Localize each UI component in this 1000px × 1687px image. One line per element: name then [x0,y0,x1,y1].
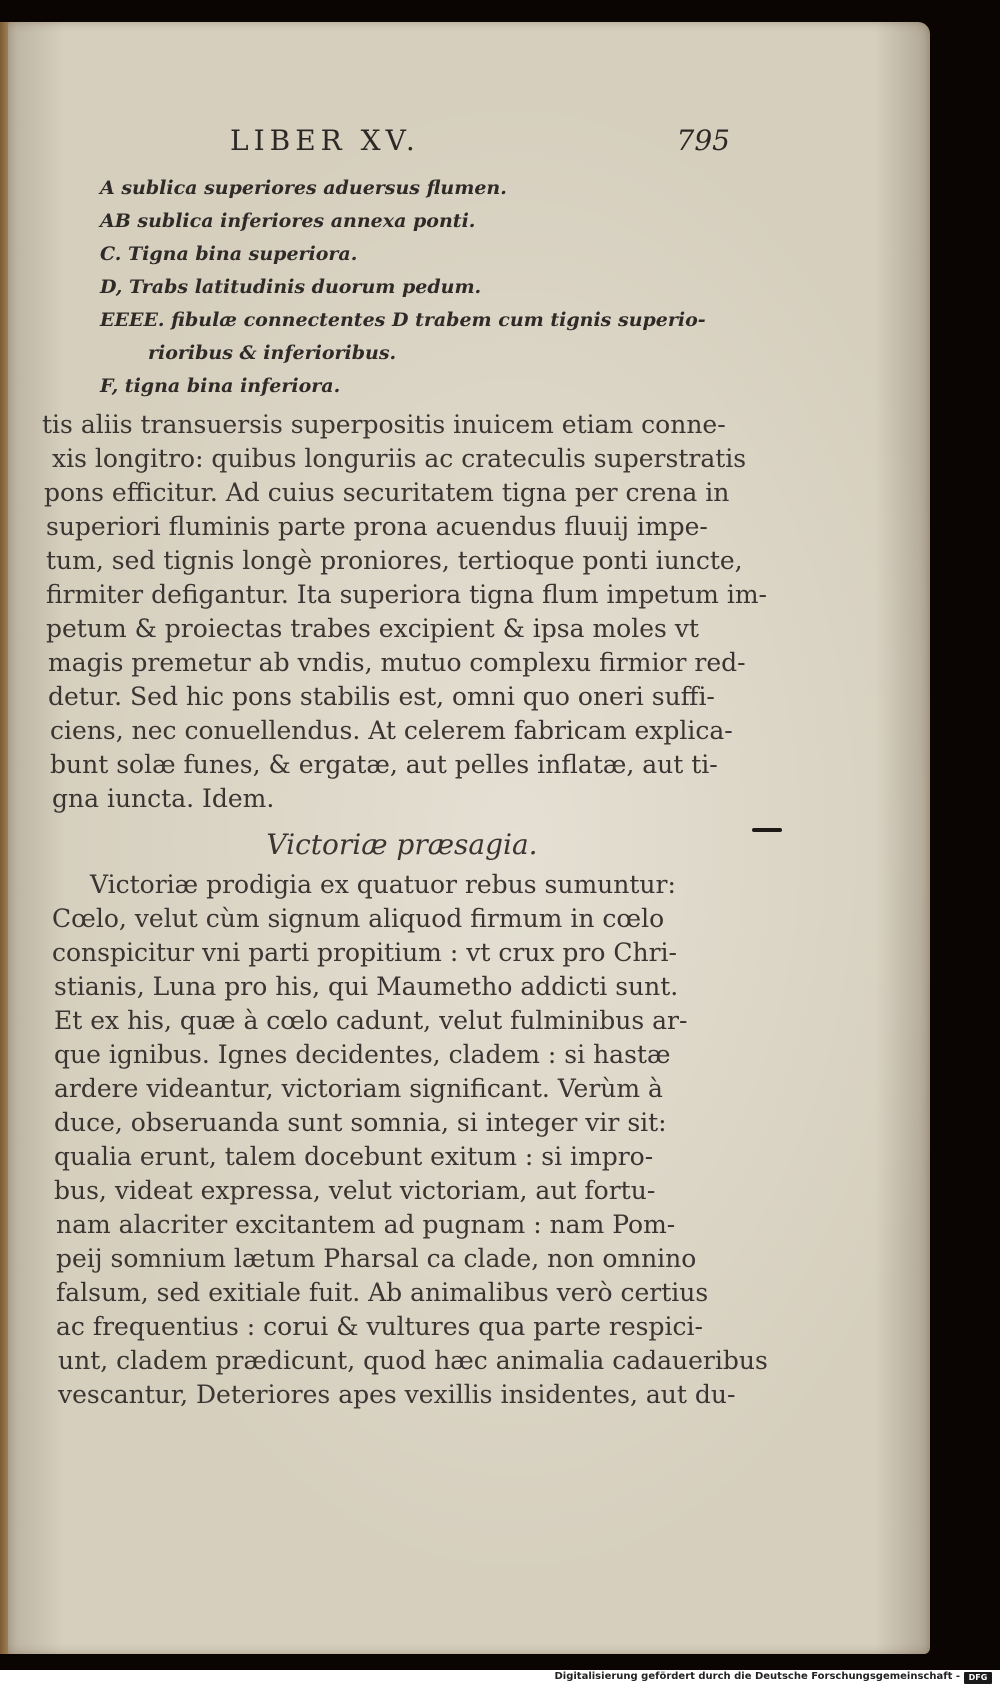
dfg-logo-icon: DFG [964,1672,992,1684]
text-line: firmiter defigantur. Ita superiora tigna flum impetum im- [46,580,767,609]
running-title: LIBER XV. [230,124,420,157]
text-line: stianis, Luna pro his, qui Maumetho addicti sunt. [54,972,679,1001]
text-line: bunt solæ funes, & ergatæ, aut pelles inflatæ, aut ti- [50,750,718,779]
margin-pointer-mark [752,828,782,832]
text-line: unt, cladem prædicunt, quod hæc animalia cadaueribus [58,1346,768,1375]
legend-line: EEEE. fibulæ connectentes D trabem cum tignis superio- [100,309,706,331]
text-line: detur. Sed hic pons stabilis est, omni quo oneri suffi- [48,682,715,711]
paragraph-victoria [42,868,768,1412]
text-line: qualia erunt, talem docebunt exitum : si impro- [54,1142,654,1171]
text-line: falsum, sed exitiale fuit. Ab animalibus verò certius [56,1278,709,1307]
text-line: vescantur, Deteriores apes vexillis insidentes, aut du- [58,1380,736,1409]
text-line: ac frequentius : corui & vultures qua parte respici- [56,1312,703,1341]
text-line: gna iuncta. Idem. [52,784,275,813]
legend-line: F, tigna bina inferiora. [100,375,341,397]
text-line: nam alacriter excitantem ad pugnam : nam Pom- [56,1210,676,1239]
text-line: Cœlo, velut cùm signum aliquod firmum in cœlo [52,904,665,933]
text-line: bus, videat expressa, velut victoriam, aut fortu- [54,1176,656,1205]
text-line: magis premetur ab vndis, mutuo complexu firmior red- [48,648,746,677]
legend-line: AB sublica inferiores annexa ponti. [100,210,476,232]
page-number: 795 [676,124,730,157]
text-line: Et ex his, quæ à cœlo cadunt, velut fulminibus ar- [54,1006,688,1035]
text-line: duce, obseruanda sunt somnia, si integer vir sit: [54,1108,667,1137]
text-line: superiori fluminis parte prona acuendus fluuij impe- [46,512,708,541]
paragraph-bridge [42,408,767,816]
legend-line: D, Trabs latitudinis duorum pedum. [100,276,482,298]
text-line: ciens, nec conuellendus. At celerem fabricam explica- [50,716,733,745]
legend-line: C. Tigna bina superiora. [100,243,358,265]
running-head [230,120,750,160]
text-line: ardere videantur, victoriam significant. Verùm à [54,1074,663,1103]
text-line: Victoriæ prodigia ex quatuor rebus sumuntur: [90,870,676,899]
text-line: xis longitro: quibus longuriis ac crateculis superstratis [52,444,747,473]
text-line: peij somnium lætum Pharsal ca clade, non omnino [56,1244,697,1273]
legend-line: A sublica superiores aduersus flumen. [100,177,507,199]
figure-legend [100,172,760,403]
funding-credit: Digitalisierung gefördert durch die Deutsche Forschungsgemeinschaft - [554,1671,960,1682]
text-line: conspicitur vni parti propitium : vt crux pro Chri- [52,938,677,967]
text-line: petum & proiectas trabes excipient & ipsa moles vt [46,614,699,643]
section-heading: Victoriæ præsagia. [266,828,538,861]
text-line: que ignibus. Ignes decidentes, cladem : si hastæ [54,1040,671,1069]
legend-line: rioribus & inferioribus. [148,342,397,364]
text-line: tum, sed tignis longè proniores, tertioque ponti iuncte, [46,546,743,575]
body-text [42,408,768,1409]
text-line: tis aliis transuersis superpositis inuicem etiam conne- [42,410,726,439]
text-line: pons efficitur. Ad cuius securitatem tigna per crena in [44,478,730,507]
